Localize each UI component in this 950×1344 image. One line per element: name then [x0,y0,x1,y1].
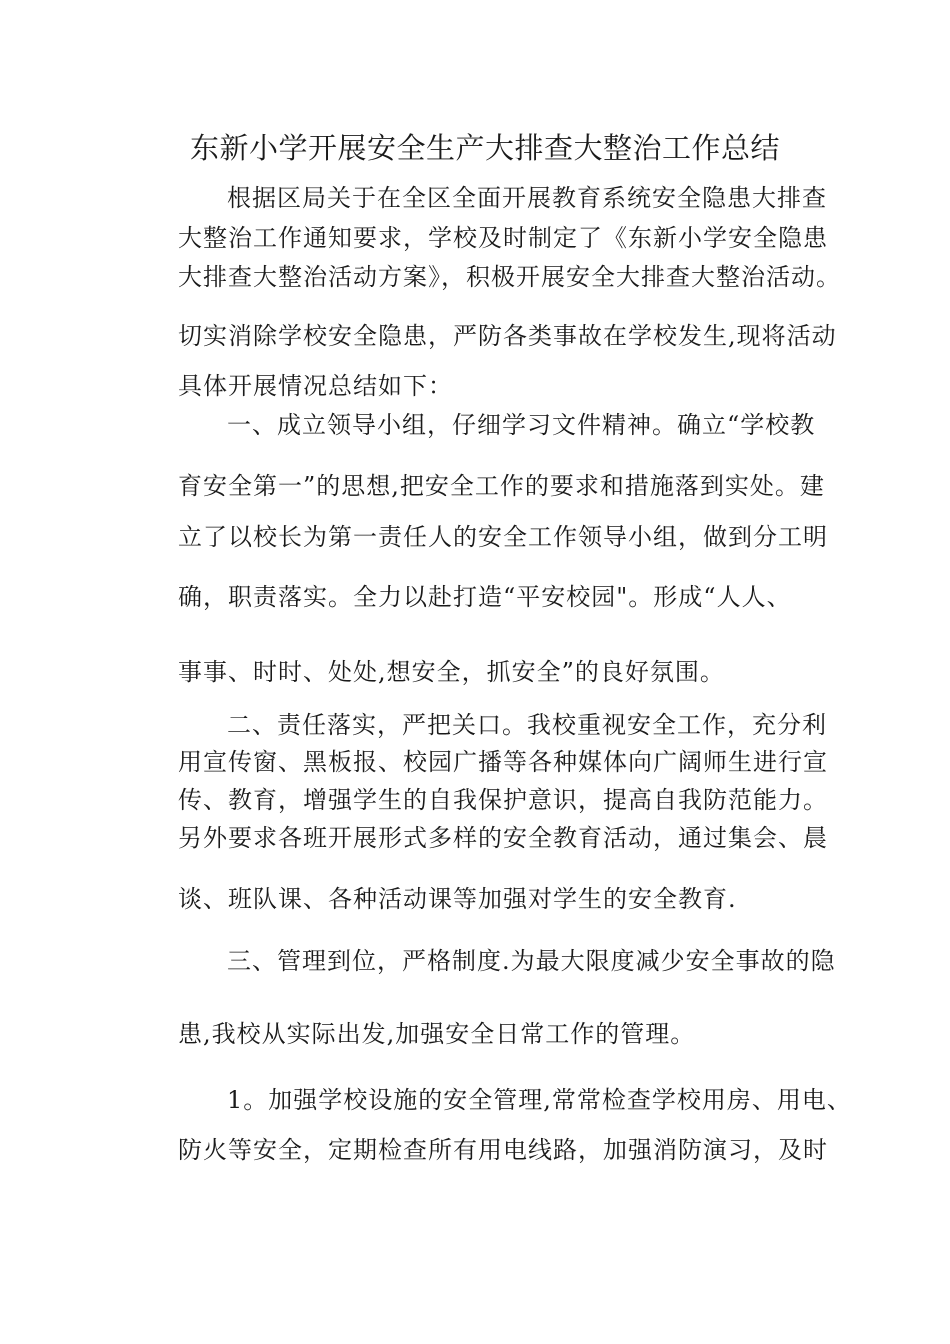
body-line: 三、管理到位，严格制度.为最大限度减少安全事故的隐 [227,947,836,975]
body-line: 患,我校从实际出发,加强安全日常工作的管理。 [178,1020,696,1048]
body-line: 大排查大整治活动方案》，积极开展安全大排查大整治活动。 [178,263,841,291]
document-title: 东新小学开展安全生产大排查大整治工作总结 [190,131,781,165]
body-line: 立了以校长为第一责任人的安全工作领导小组，做到分工明 [178,523,828,551]
body-line: 二、责任落实，严把关口。我校重视安全工作，充分利 [227,711,827,739]
body-line: 谈、班队课、各种活动课等加强对学生的安全教育. [178,885,737,913]
body-line: 根据区局关于在全区全面开展教育系统安全隐患大排查 [227,184,827,212]
body-line: 防火等安全，定期检查所有用电线路，加强消防演习，及时 [178,1136,828,1164]
body-line: 事事、时时、处处,想安全，抓安全”的良好氛围。 [178,658,725,686]
body-line: 传、教育，增强学生的自我保护意识，提高自我防范能力。 [178,786,828,814]
body-line: 另外要求各班开展形式多样的安全教育活动，通过集会、晨 [178,824,828,852]
body-line: 切实消除学校安全隐患，严防各类事故在学校发生,现将活动 [178,322,837,350]
body-line: 大整治工作通知要求，学校及时制定了《东新小学安全隐患 [178,224,828,252]
body-line: 用宣传窗、黑板报、校园广播等各种媒体向广阔师生进行宣 [178,748,828,776]
body-line: 具体开展情况总结如下： [178,372,453,400]
body-line: 育安全第一”的思想,把安全工作的要求和措施落到实处。建 [178,472,825,500]
body-line: 1。加强学校设施的安全管理,常常检查学校用房、用电、 [227,1086,852,1114]
body-line: 一、成立领导小组，仔细学习文件精神。确立“学校教 [227,411,816,439]
body-line: 确，职责落实。全力以赴打造“平安校园"。形成“人人、 [178,583,792,611]
